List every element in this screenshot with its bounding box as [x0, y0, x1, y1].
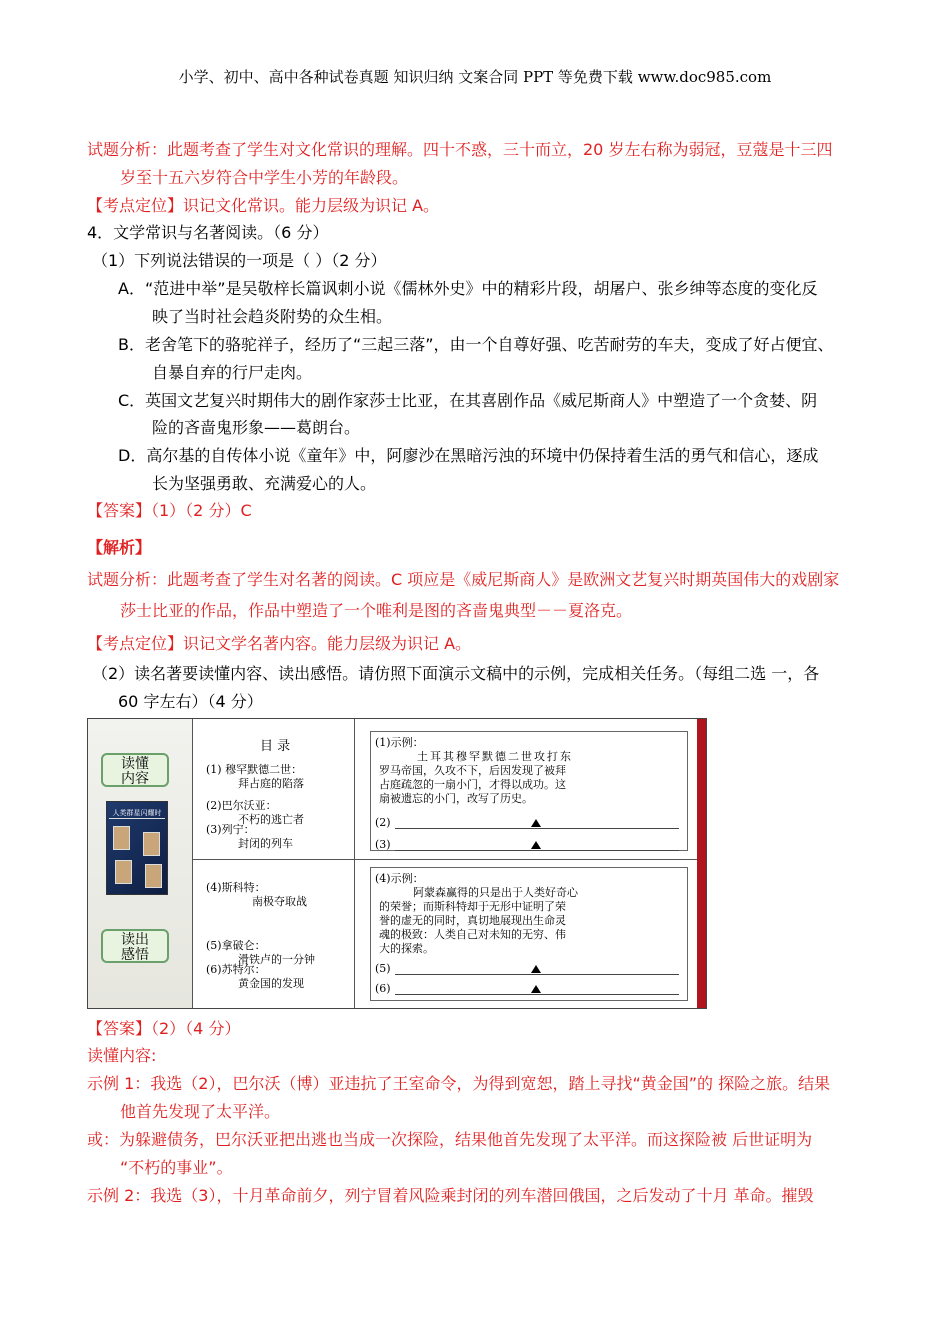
example-4-line4: 魂的极致：人类自己对未知的无穷、伟: [379, 928, 566, 941]
blank-6-line: [395, 994, 679, 995]
example-1-line4: 扇被遗忘的小门，改写了历史。: [379, 792, 533, 805]
option-c-line2: 险的吝啬鬼形象——葛朗台。: [152, 418, 361, 437]
option-c-line1: C．英国文艺复兴时期伟大的剧作家莎士比亚，在其喜剧作品《威尼斯商人》中塑造了一个贪婪、阴: [118, 391, 818, 410]
example-1-line3: 占庭疏忽的一扇小门，才得以成功。这: [379, 778, 566, 791]
portrait-image: [113, 826, 130, 850]
slide-side-bar: [697, 719, 706, 1008]
slide-figure: [87, 718, 707, 1009]
portrait-image: [115, 860, 132, 884]
blank-3-line: [395, 850, 679, 851]
toc-item-6: (6)苏特尔：: [206, 963, 266, 976]
slide-divider: [192, 859, 699, 860]
example-4-line1: 阿蒙森赢得的只是出于人类好奇心: [413, 886, 578, 899]
answer2-label: 【答案】（2）（4 分）: [87, 1019, 241, 1038]
tag-read-content: [101, 753, 169, 787]
example-1-label: (1)示例：: [375, 736, 424, 749]
example-4-line2: 的荣誉；而斯科特却于无形中证明了荣: [379, 900, 566, 913]
example-1-line1: 土耳其穆罕默德二世攻打东: [417, 750, 573, 763]
triangle-icon: [531, 841, 541, 849]
book-cover: [106, 801, 168, 895]
toc-item-3: (3)列宁：: [206, 823, 255, 836]
example-box-1: [370, 731, 688, 851]
toc-item-1: (1) 穆罕默德二世：: [206, 763, 303, 776]
answer2-example1-line1: 示例 1：我选（2），巴尔沃（博）亚违抗了王室命令，为得到宽恕，踏上寻找“黄金国”的 探险之旅。结果: [87, 1074, 831, 1093]
table-of-contents: [192, 719, 355, 1008]
answer2-or-line2: “不朽的事业”。: [120, 1158, 233, 1177]
option-a-line2: 映了当时社会趋炎附势的众生相。: [152, 307, 393, 326]
example-4-line5: 大的探索。: [379, 942, 434, 955]
q4-analysis-line1: 试题分析：此题考查了学生对名著的阅读。C 项应是《威尼斯商人》是欧洲文艺复兴时期英国伟大的戏剧家: [87, 570, 840, 589]
page-header: 小学、初中、高中各种试卷真题 知识归纳 文案合同 PPT 等免费下载 www.doc985.com: [178, 68, 772, 86]
tag-read-line1: 读懂: [121, 756, 149, 772]
triangle-icon: [531, 985, 541, 993]
answer2-content-title: 读懂内容:: [87, 1046, 157, 1065]
option-a-line1: A．“范进中举”是吴敬梓长篇讽刺小说《儒林外史》中的精彩片段，胡屠户、张乡绅等态度的变化反: [118, 279, 818, 298]
example-1-line2: 罗马帝国，久攻不下，后因发现了被拜: [379, 764, 566, 777]
answer2-example1-line2: 他首先发现了太平洋。: [120, 1102, 281, 1121]
toc-item-3-title: 封闭的列车: [238, 837, 293, 850]
answer1: 【答案】（1）（2 分）C: [87, 501, 252, 520]
example-box-2: [370, 867, 688, 1001]
toc-item-2: (2)巴尔沃亚：: [206, 799, 277, 812]
triangle-icon: [531, 965, 541, 973]
example-4-label: (4)示例：: [375, 872, 424, 885]
option-d-line2: 长为坚强勇敢、充满爱心的人。: [152, 474, 377, 493]
toc-item-1-title: 拜占庭的陷落: [238, 777, 304, 790]
tag-feel-line2: 感悟: [121, 947, 149, 963]
blank-2-label: (2): [375, 816, 391, 829]
triangle-icon: [531, 819, 541, 827]
toc-item-4: (4)斯科特：: [206, 881, 266, 894]
toc-item-4-title: 南极夺取战: [252, 895, 307, 908]
jiexi-label: 【解析】: [87, 538, 152, 557]
answer2-example2-line1: 示例 2：我选（3），十月革命前夕，列宁冒着风险乘封闭的列车潜回俄国，之后发动了十月 革命。摧毁: [87, 1186, 814, 1205]
q4-point: 【考点定位】识记文学名著内容。能力层级为识记 A。: [87, 634, 472, 653]
portrait-image: [143, 832, 160, 856]
toc-item-2-title: 不朽的逃亡者: [238, 813, 304, 826]
answer2-or-line1: 或：为躲避债务，巴尔沃亚把出逃也当成一次探险，结果他首先发现了太平洋。而这探险被 后世证明为: [87, 1130, 813, 1149]
toc-item-5: (5)拿破仑：: [206, 939, 266, 952]
toc-item-6-title: 黄金国的发现: [238, 977, 304, 990]
q4-sub2-line2: 60 字左右）（4 分）: [118, 692, 263, 711]
tag-read-line2: 内容: [121, 771, 149, 787]
blank-6-label: (6): [375, 982, 391, 995]
blank-5-label: (5): [375, 962, 391, 975]
option-d-line1: D．高尔基的自传体小说《童年》中，阿廖沙在黑暗污浊的环境中仍保持着生活的勇气和信心，逐成: [118, 446, 819, 465]
q4-sub2-line1: （2）读名著要读懂内容、读出感悟。请仿照下面演示文稿中的示例，完成相关任务。（每组二选 一，各: [92, 664, 820, 683]
toc-title: 目 录: [260, 739, 291, 754]
q4-sub1: （1）下列说法错误的一项是（ ）（2 分）: [92, 251, 387, 270]
option-b-line2: 自暴自弃的行尸走肉。: [152, 363, 313, 382]
example-4-line3: 誉的虚无的同时，真切地展现出生命灵: [379, 914, 566, 927]
tag-feel-line1: 读出: [121, 932, 149, 948]
q3-analysis-line1: 试题分析：此题考查了学生对文化常识的理解。四十不惑，三十而立，20 岁左右称为弱冠，豆蔻是十三四: [87, 140, 833, 159]
toc-item-5-title: 滑铁卢的一分钟: [238, 953, 315, 966]
blank-3-label: (3): [375, 838, 391, 851]
portrait-image: [145, 864, 162, 888]
book-title: 人类群星闪耀时: [109, 808, 165, 819]
q3-point: 【考点定位】识记文化常识。能力层级为识记 A。: [87, 196, 440, 215]
q4-analysis-line2: 莎士比亚的作品，作品中塑造了一个唯利是图的吝啬鬼典型－－夏洛克。: [120, 601, 633, 620]
q4-title: 4．文学常识与名著阅读。（6 分）: [87, 223, 329, 242]
option-b-line1: B．老舍笔下的骆驼祥子，经历了“三起三落”，由一个自尊好强、吃苦耐劳的车夫，变成了好占便宜、: [118, 335, 834, 354]
q3-analysis-line2: 岁至十五六岁符合中学生小芳的年龄段。: [120, 168, 409, 187]
blank-5-line: [395, 974, 679, 975]
tag-feel: [101, 929, 169, 963]
blank-2-line: [395, 828, 679, 829]
